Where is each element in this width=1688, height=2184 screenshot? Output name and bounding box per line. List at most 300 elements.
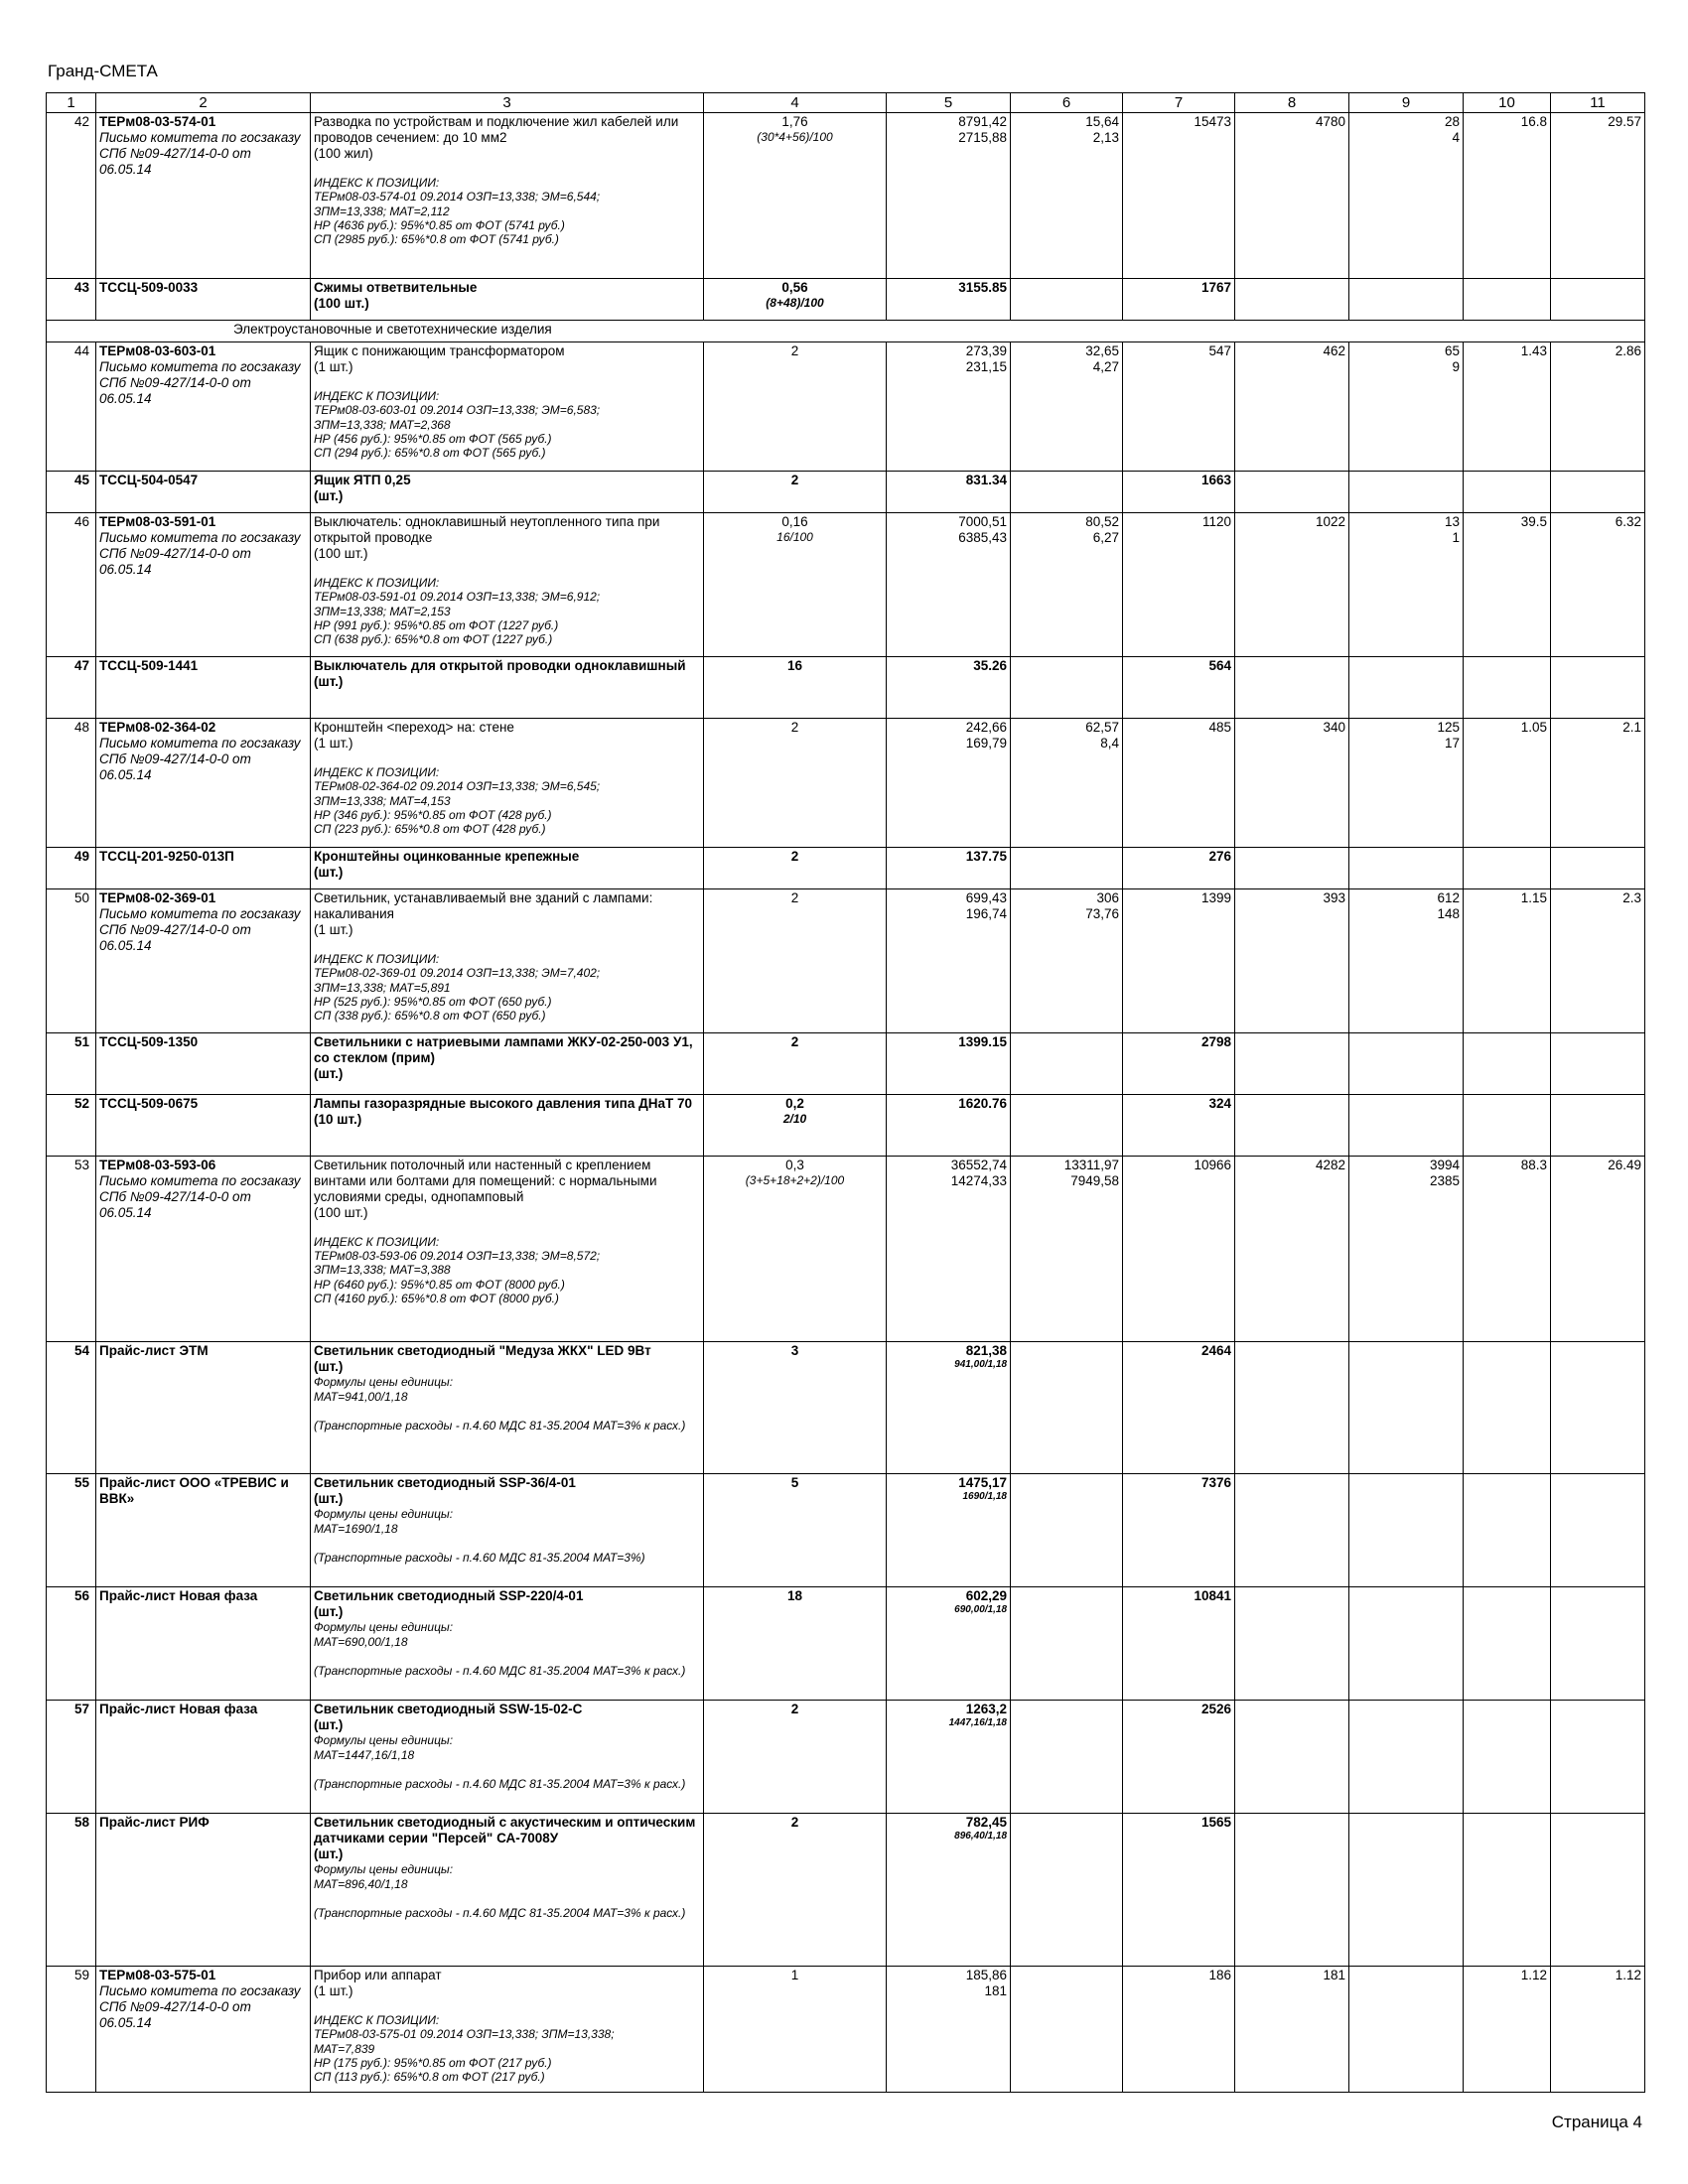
- value-line: 7000,51: [958, 514, 1007, 529]
- column-number-3: 3: [311, 93, 704, 113]
- quantity: 5: [790, 1475, 799, 1490]
- index-block: [314, 952, 700, 1024]
- cell-col-7: [1123, 513, 1235, 657]
- index-line: СП (113 руб.): 65%*0.8 от ФОТ (217 руб.): [314, 2070, 545, 2085]
- quantity-cell: [704, 1587, 887, 1701]
- cell-col-9: [1349, 1814, 1464, 1967]
- value-line: 1: [1452, 529, 1460, 545]
- price-formula-note: 1447,16/1,18: [948, 1716, 1007, 1728]
- value-line: 4: [1452, 129, 1460, 145]
- quantity-cell: [704, 1967, 887, 2093]
- cell-col-9: [1349, 113, 1464, 279]
- quantity-cell: [704, 279, 887, 321]
- unit-of-measure: (шт.): [314, 1845, 344, 1861]
- row-number: 50: [47, 889, 96, 1033]
- value-line: 7949,58: [1070, 1172, 1119, 1188]
- cell-col-6: [1011, 1474, 1123, 1587]
- estimate-row: [47, 113, 1645, 279]
- estimate-row: [47, 1095, 1645, 1157]
- value: 7376: [1200, 1475, 1231, 1490]
- work-title: Светильник светодиодный SSW-15-02-C: [314, 1702, 583, 1716]
- cell-col-6: [1011, 1701, 1123, 1814]
- row-number: 57: [47, 1701, 96, 1814]
- index-block: [314, 176, 700, 247]
- value-line: 65: [1444, 343, 1460, 358]
- basis-cell: [96, 342, 311, 472]
- value: 2.86: [1615, 343, 1641, 358]
- row-number: 54: [47, 1342, 96, 1474]
- work-title: Светильник потолочный или настенный с креплением винтами или болтами для помещений: с нормальными условиями среды, однопамповый: [314, 1158, 657, 1204]
- index-line: НР (525 руб.): 95%*0.85 от ФОТ (650 руб.): [314, 994, 552, 1009]
- rate-code: ТЕРм08-03-591-01: [99, 514, 216, 529]
- index-line: НР (456 руб.): 95%*0.85 от ФОТ (565 руб.): [314, 432, 552, 447]
- basis-cell: [96, 1342, 311, 1474]
- quantity: 2: [790, 1034, 799, 1049]
- cell-col-10: [1464, 342, 1551, 472]
- quantity: 2: [790, 1815, 799, 1830]
- row-number: 44: [47, 342, 96, 472]
- cell-col-8: [1235, 472, 1349, 513]
- price-formula-note: 941,00/1,18: [954, 1358, 1007, 1370]
- formula-line: МАТ=941,00/1,18: [314, 1389, 408, 1404]
- cell-col-7: [1123, 1342, 1235, 1474]
- value-line: 231,15: [965, 358, 1007, 374]
- index-line: НР (6460 руб.): 95%*0.85 от ФОТ (8000 руб.): [314, 1277, 565, 1292]
- column-number-6: 6: [1011, 93, 1123, 113]
- cell-col-11: [1551, 848, 1645, 889]
- cell-col-6: [1011, 513, 1123, 657]
- value: 26.49: [1608, 1158, 1641, 1172]
- estimate-row: [47, 342, 1645, 472]
- value: 1.05: [1520, 720, 1547, 735]
- value: 39.5: [1520, 514, 1547, 529]
- value-line: 36552,74: [950, 1158, 1007, 1172]
- quantity-cell: [704, 113, 887, 279]
- column-number-11: 11: [1551, 93, 1645, 113]
- price-formula: [314, 1862, 700, 1892]
- work-title: Светильник светодиодный с акустическим и оптическим датчиками серии "Персей" СА-7008У: [314, 1815, 696, 1845]
- quantity: 2: [790, 473, 799, 487]
- cell-col-11: [1551, 1701, 1645, 1814]
- cell-col-9: [1349, 1157, 1464, 1342]
- basis-document: Письмо комитета по госзаказу СПб №09-427/14-0-0 от 06.05.14: [99, 1172, 301, 1220]
- quantity: 2: [790, 849, 799, 864]
- basis-document: Письмо комитета по госзаказу СПб №09-427/14-0-0 от 06.05.14: [99, 905, 301, 953]
- value: 340: [1323, 720, 1345, 735]
- quantity-cell: [704, 513, 887, 657]
- cell-col-10: [1464, 113, 1551, 279]
- unit-of-measure: (шт.): [314, 1358, 344, 1374]
- row-number: 55: [47, 1474, 96, 1587]
- work-name-cell: [311, 1967, 704, 2093]
- index-line: ИНДЕКС К ПОЗИЦИИ:: [314, 764, 440, 779]
- index-line: МАТ=7,839: [314, 2041, 375, 2056]
- quantity-cell: [704, 1342, 887, 1474]
- cell-col-9: [1349, 472, 1464, 513]
- rate-code: ТССЦ-509-1441: [99, 658, 199, 673]
- rate-code: ТЕРм08-03-593-06: [99, 1158, 216, 1172]
- value: 1.43: [1520, 343, 1547, 358]
- estimate-row: [47, 848, 1645, 889]
- work-title: Светильник светодиодный SSP-36/4-01: [314, 1475, 576, 1490]
- cell-col-5: [887, 719, 1011, 848]
- basis-cell: [96, 848, 311, 889]
- cell-col-6: [1011, 1095, 1123, 1157]
- work-name-cell: [311, 279, 704, 321]
- unit-of-measure: (1 шт.): [314, 358, 353, 374]
- cell-col-9: [1349, 657, 1464, 719]
- index-line: ЗПМ=13,338; МАТ=2,112: [314, 204, 450, 218]
- basis-cell: [96, 1033, 311, 1095]
- value: 1263,2: [965, 1702, 1007, 1716]
- value: 1.12: [1520, 1968, 1547, 1982]
- index-line: ИНДЕКС К ПОЗИЦИИ:: [314, 388, 440, 403]
- index-line: ТЕРм08-03-591-01 09.2014 ОЗП=13,338; ЭМ=6,912;: [314, 590, 601, 605]
- index-block: [314, 765, 700, 837]
- value-line: 80,52: [1085, 514, 1119, 529]
- value-line: 125: [1437, 720, 1460, 735]
- page-number: Страница 4: [1551, 2113, 1642, 2131]
- cell-col-10: [1464, 1033, 1551, 1095]
- estimate-table: [46, 92, 1645, 2093]
- index-line: СП (638 руб.): 65%*0.8 от ФОТ (1227 руб.): [314, 632, 553, 647]
- column-number-1: 1: [47, 93, 96, 113]
- price-formula: [314, 1375, 700, 1405]
- rate-code: Прайс-лист РИФ: [99, 1815, 210, 1830]
- column-number-9: 9: [1349, 93, 1464, 113]
- index-line: ЗПМ=13,338; МАТ=5,891: [314, 980, 451, 995]
- value: 564: [1208, 658, 1231, 673]
- cell-col-6: [1011, 1033, 1123, 1095]
- cell-col-8: [1235, 1967, 1349, 2093]
- index-line: ТЕРм08-03-603-01 09.2014 ОЗП=13,338; ЭМ=6,583;: [314, 403, 601, 418]
- cell-col-7: [1123, 1095, 1235, 1157]
- cell-col-5: [887, 1342, 1011, 1474]
- cell-col-8: [1235, 1095, 1349, 1157]
- cell-col-6: [1011, 848, 1123, 889]
- cell-col-11: [1551, 1587, 1645, 1701]
- cell-col-10: [1464, 1342, 1551, 1474]
- cell-col-8: [1235, 1474, 1349, 1587]
- program-name: Гранд-СМЕТА: [48, 62, 158, 80]
- work-title: Светильник светодиодный "Медуза ЖКХ" LED 9Вт: [314, 1343, 651, 1358]
- cell-col-9: [1349, 1967, 1464, 2093]
- unit-of-measure: (шт.): [314, 673, 344, 689]
- basis-cell: [96, 1701, 311, 1814]
- value: 276: [1208, 849, 1231, 864]
- cell-col-9: [1349, 719, 1464, 848]
- row-number: 56: [47, 1587, 96, 1701]
- value-line: 73,76: [1085, 905, 1119, 921]
- cell-col-11: [1551, 657, 1645, 719]
- value: 1022: [1315, 514, 1345, 529]
- basis-cell: [96, 1474, 311, 1587]
- row-number: 59: [47, 1967, 96, 2093]
- quantity-formula: (8+48)/100: [766, 295, 824, 310]
- basis-document: Письмо комитета по госзаказу СПб №09-427/14-0-0 от 06.05.14: [99, 529, 301, 577]
- price-formula: [314, 1620, 700, 1650]
- cell-col-10: [1464, 1474, 1551, 1587]
- row-number: 46: [47, 513, 96, 657]
- quantity-cell: [704, 1474, 887, 1587]
- unit-of-measure: (шт.): [314, 487, 344, 503]
- transport-note: (Транспортные расходы - п.4.60 МДС 81-35.2004 МАТ=3% к расх.): [314, 1663, 686, 1678]
- basis-document: Письмо комитета по госзаказу СПб №09-427/14-0-0 от 06.05.14: [99, 129, 301, 177]
- index-line: СП (4160 руб.): 65%*0.8 от ФОТ (8000 руб.): [314, 1292, 559, 1306]
- work-name-cell: [311, 513, 704, 657]
- quantity-cell: [704, 848, 887, 889]
- index-line: ЗПМ=13,338; МАТ=2,368: [314, 417, 451, 432]
- unit-of-measure: (шт.): [314, 1065, 344, 1081]
- cell-col-5: [887, 113, 1011, 279]
- transport-note: (Транспортные расходы - п.4.60 МДС 81-35.2004 МАТ=3%): [314, 1550, 645, 1565]
- value: 485: [1208, 720, 1231, 735]
- value-line: 14274,33: [950, 1172, 1007, 1188]
- quantity: 0,2: [785, 1096, 804, 1111]
- value-line: 2,13: [1092, 129, 1119, 145]
- work-name-cell: [311, 1701, 704, 1814]
- cell-col-10: [1464, 472, 1551, 513]
- work-title: Сжимы ответвительные: [314, 280, 478, 295]
- cell-col-10: [1464, 889, 1551, 1033]
- rate-code: Прайс-лист ЭТМ: [99, 1343, 209, 1358]
- value: 1399: [1200, 890, 1231, 905]
- basis-cell: [96, 472, 311, 513]
- value: 1767: [1200, 280, 1231, 295]
- row-number: 42: [47, 113, 96, 279]
- value: 2526: [1200, 1702, 1231, 1716]
- cell-col-6: [1011, 1587, 1123, 1701]
- value-line: 196,74: [965, 905, 1007, 921]
- column-number-2: 2: [96, 93, 311, 113]
- quantity: 1: [790, 1968, 799, 1982]
- value-line: 32,65: [1085, 343, 1119, 358]
- value: 2.1: [1622, 720, 1641, 735]
- column-number-10: 10: [1464, 93, 1551, 113]
- index-line: ИНДЕКС К ПОЗИЦИИ:: [314, 951, 440, 966]
- section-row: [47, 321, 1645, 342]
- rate-code: ТССЦ-509-1350: [99, 1034, 199, 1049]
- cell-col-11: [1551, 472, 1645, 513]
- unit-of-measure: (шт.): [314, 1716, 344, 1732]
- rate-code: ТЕРм08-03-575-01: [99, 1968, 216, 1982]
- cell-col-9: [1349, 1701, 1464, 1814]
- row-number: 58: [47, 1814, 96, 1967]
- cell-col-11: [1551, 342, 1645, 472]
- cell-col-5: [887, 1095, 1011, 1157]
- cell-col-8: [1235, 113, 1349, 279]
- unit-of-measure: (1 шт.): [314, 921, 353, 937]
- value-line: 8791,42: [958, 114, 1007, 129]
- value-line: 6385,43: [958, 529, 1007, 545]
- quantity-formula: (30*4+56)/100: [757, 129, 833, 144]
- cell-col-5: [887, 1814, 1011, 1967]
- work-title: Светильник, устанавливаемый вне зданий с лампами: накаливания: [314, 890, 653, 921]
- rate-code: ТЕРм08-02-364-02: [99, 720, 216, 735]
- cell-col-8: [1235, 513, 1349, 657]
- basis-cell: [96, 1095, 311, 1157]
- work-name-cell: [311, 848, 704, 889]
- estimate-row: [47, 1474, 1645, 1587]
- work-name-cell: [311, 657, 704, 719]
- formula-line: МАТ=690,00/1,18: [314, 1634, 408, 1649]
- quantity: 3: [790, 1343, 799, 1358]
- rate-code: ТЕРм08-02-369-01: [99, 890, 216, 905]
- value: 29.57: [1608, 114, 1641, 129]
- cell-col-6: [1011, 342, 1123, 472]
- cell-col-5: [887, 1157, 1011, 1342]
- cell-col-8: [1235, 657, 1349, 719]
- cell-col-5: [887, 1701, 1011, 1814]
- estimate-row: [47, 889, 1645, 1033]
- unit-of-measure: (100 шт.): [314, 295, 369, 311]
- value-line: 2715,88: [958, 129, 1007, 145]
- row-number: 49: [47, 848, 96, 889]
- value: 1399.15: [958, 1034, 1007, 1049]
- quantity-cell: [704, 657, 887, 719]
- work-name-cell: [311, 472, 704, 513]
- cell-col-9: [1349, 1587, 1464, 1701]
- cell-col-6: [1011, 1342, 1123, 1474]
- price-formula-note: 1690/1,18: [962, 1490, 1007, 1502]
- cell-col-11: [1551, 1157, 1645, 1342]
- cell-col-6: [1011, 657, 1123, 719]
- basis-document: Письмо комитета по госзаказу СПб №09-427/14-0-0 от 06.05.14: [99, 735, 301, 782]
- formula-line: Формулы цены единицы:: [314, 1732, 454, 1747]
- formula-line: Формулы цены единицы:: [314, 1374, 454, 1389]
- row-number: 45: [47, 472, 96, 513]
- estimate-row: [47, 1701, 1645, 1814]
- basis-cell: [96, 889, 311, 1033]
- quantity-cell: [704, 342, 887, 472]
- cell-col-6: [1011, 1814, 1123, 1967]
- formula-line: Формулы цены единицы:: [314, 1619, 454, 1634]
- row-number: 53: [47, 1157, 96, 1342]
- price-formula-note: 896,40/1,18: [954, 1830, 1007, 1842]
- unit-of-measure: (1 шт.): [314, 1982, 353, 1998]
- cell-col-6: [1011, 279, 1123, 321]
- cell-col-8: [1235, 719, 1349, 848]
- cell-col-10: [1464, 1814, 1551, 1967]
- value-line: 169,79: [965, 735, 1007, 751]
- rate-code: Прайс-лист Новая фаза: [99, 1702, 258, 1716]
- formula-line: МАТ=1447,16/1,18: [314, 1747, 415, 1762]
- cell-col-10: [1464, 848, 1551, 889]
- work-title: Лампы газоразрядные высокого давления типа ДНаТ 70: [314, 1096, 692, 1111]
- value-line: 273,39: [965, 343, 1007, 358]
- formula-line: Формулы цены единицы:: [314, 1861, 454, 1876]
- transport-note: (Транспортные расходы - п.4.60 МДС 81-35.2004 МАТ=3% к расх.): [314, 1776, 686, 1791]
- work-title: Светильники с натриевыми лампами ЖКУ-02-250-003 У1, со стеклом (прим): [314, 1034, 693, 1065]
- estimate-row: [47, 1342, 1645, 1474]
- value: 1663: [1200, 473, 1231, 487]
- index-line: НР (4636 руб.): 95%*0.85 от ФОТ (5741 руб.): [314, 217, 565, 232]
- value: 15473: [1194, 114, 1231, 129]
- index-line: ЗПМ=13,338; МАТ=3,388: [314, 1263, 451, 1278]
- rate-code: ТССЦ-504-0547: [99, 473, 199, 487]
- value: 10841: [1194, 1588, 1231, 1603]
- rate-code: ТЕРм08-03-574-01: [99, 114, 216, 129]
- cell-col-9: [1349, 1033, 1464, 1095]
- basis-cell: [96, 113, 311, 279]
- value-line: 4,27: [1092, 358, 1119, 374]
- rate-code: Прайс-лист Новая фаза: [99, 1588, 258, 1603]
- value-line: 181: [984, 1982, 1007, 1998]
- quantity: 2: [790, 890, 799, 905]
- cell-col-7: [1123, 848, 1235, 889]
- cell-col-10: [1464, 1587, 1551, 1701]
- value: 1.12: [1615, 1968, 1641, 1982]
- index-line: ТЕРм08-02-369-01 09.2014 ОЗП=13,338; ЭМ=7,402;: [314, 966, 601, 981]
- index-line: ИНДЕКС К ПОЗИЦИИ:: [314, 2012, 440, 2027]
- value-line: 8,4: [1100, 735, 1119, 751]
- index-line: ТЕРм08-03-593-06 09.2014 ОЗП=13,338; ЭМ=8,572;: [314, 1249, 601, 1264]
- cell-col-11: [1551, 1474, 1645, 1587]
- estimate-row: [47, 1814, 1645, 1967]
- basis-cell: [96, 279, 311, 321]
- value-line: 9: [1452, 358, 1460, 374]
- cell-col-7: [1123, 719, 1235, 848]
- cell-col-7: [1123, 113, 1235, 279]
- cell-col-5: [887, 1474, 1011, 1587]
- value: 6.32: [1615, 514, 1641, 529]
- cell-col-5: [887, 848, 1011, 889]
- unit-of-measure: (шт.): [314, 1490, 344, 1506]
- estimate-row: [47, 472, 1645, 513]
- cell-col-8: [1235, 1587, 1349, 1701]
- work-name-cell: [311, 1342, 704, 1474]
- cell-col-10: [1464, 513, 1551, 657]
- value: 324: [1208, 1096, 1231, 1111]
- price-formula-note: 690,00/1,18: [954, 1603, 1007, 1615]
- cell-col-5: [887, 513, 1011, 657]
- cell-col-5: [887, 889, 1011, 1033]
- value-line: 3994: [1429, 1158, 1460, 1172]
- work-name-cell: [311, 1587, 704, 1701]
- work-name-cell: [311, 113, 704, 279]
- index-block: [314, 576, 700, 647]
- basis-cell: [96, 1157, 311, 1342]
- cell-col-11: [1551, 1967, 1645, 2093]
- quantity: 2: [790, 720, 799, 735]
- value: 1565: [1200, 1815, 1231, 1830]
- basis-cell: [96, 1587, 311, 1701]
- work-title: Выключатель: одноклавишный неутопленного типа при открытой проводке: [314, 514, 660, 545]
- work-name-cell: [311, 1033, 704, 1095]
- price-formula: [314, 1507, 700, 1537]
- rate-code: ТССЦ-509-0033: [99, 280, 199, 295]
- quantity-cell: [704, 1157, 887, 1342]
- cell-col-8: [1235, 848, 1349, 889]
- value-line: 2385: [1429, 1172, 1460, 1188]
- cell-col-8: [1235, 1342, 1349, 1474]
- value: 10966: [1194, 1158, 1231, 1172]
- transport-note: (Транспортные расходы - п.4.60 МДС 81-35.2004 МАТ=3% к расх.): [314, 1418, 686, 1433]
- cell-col-8: [1235, 342, 1349, 472]
- cell-col-11: [1551, 113, 1645, 279]
- value: 3155.85: [958, 280, 1007, 295]
- value: 137.75: [965, 849, 1007, 864]
- value: 16.8: [1520, 114, 1547, 129]
- value: 4282: [1315, 1158, 1345, 1172]
- rate-code: ТССЦ-201-9250-013П: [99, 849, 234, 864]
- value: 2798: [1200, 1034, 1231, 1049]
- quantity: 2: [790, 1702, 799, 1716]
- estimate-row: [47, 719, 1645, 848]
- row-number: 52: [47, 1095, 96, 1157]
- cell-col-5: [887, 1587, 1011, 1701]
- index-line: ЗПМ=13,338; МАТ=4,153: [314, 793, 451, 808]
